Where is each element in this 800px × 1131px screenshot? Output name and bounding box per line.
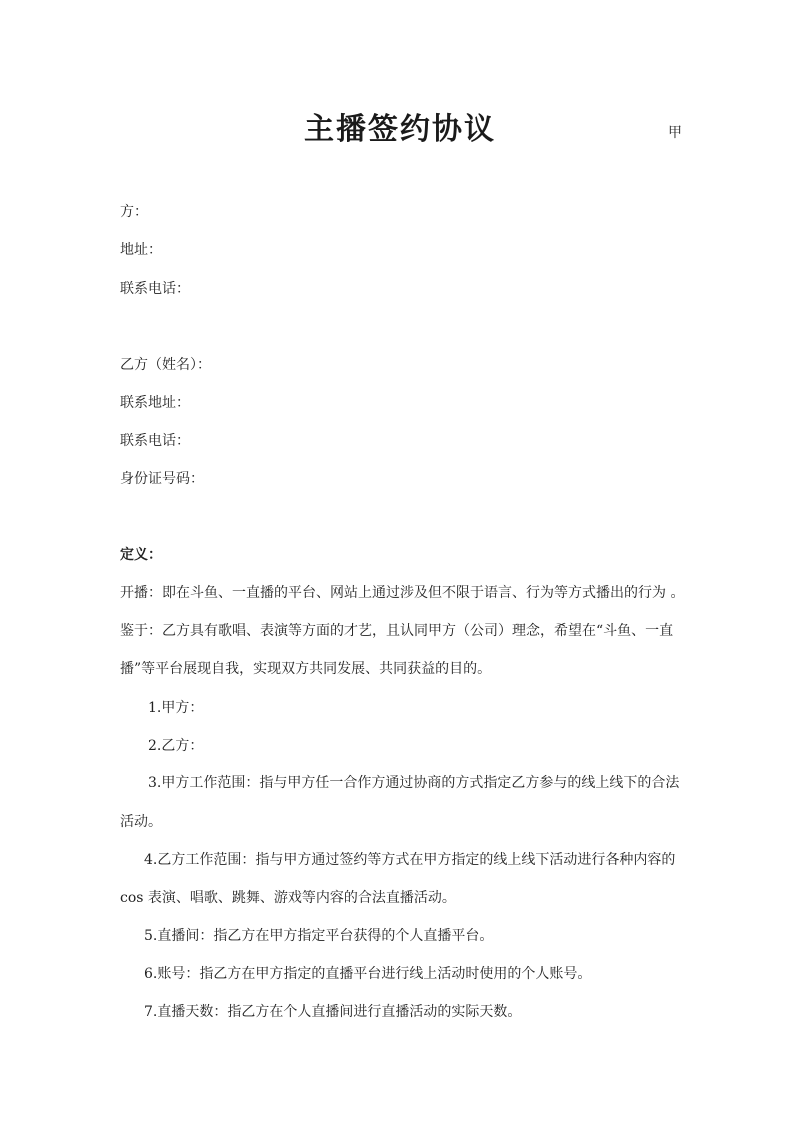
whereas-clause-line2: 播”等平台展现自我，实现双方共同发展、共同获益的目的。 [120, 661, 492, 677]
whereas-clause-line1: 鉴于：乙方具有歌唱、表演等方面的才艺，且认同甲方（公司）理念，希望在“斗鱼、一直 [120, 623, 674, 639]
definition-item-2: 2.乙方： [148, 738, 204, 754]
definition-item-4-line1: 4.乙方工作范围：指与甲方通过签约等方式在甲方指定的线上线下活动进行各种内容的 [144, 852, 676, 868]
party-a-phone-label: 联系电话： [120, 281, 190, 297]
party-b-id-label: 身份证号码： [120, 471, 204, 487]
definition-item-6: 6.账号：指乙方在甲方指定的直播平台进行线上活动时使用的个人账号。 [144, 966, 592, 982]
party-a-name-label: 方： [120, 204, 148, 220]
definition-item-7: 7.直播天数：指乙方在个人直播间进行直播活动的实际天数。 [144, 1004, 522, 1020]
definition-item-4-line2: cos 表演、唱歌、跳舞、游戏等内容的合法直播活动。 [120, 890, 456, 906]
definition-item-3-line2: 活动。 [120, 814, 162, 830]
definitions-heading: 定义： [120, 547, 162, 563]
party-a-address-label: 地址： [120, 242, 162, 258]
party-b-phone-label: 联系电话： [120, 433, 190, 449]
party-a-mark: 甲 [668, 125, 682, 141]
party-b-address-label: 联系地址： [120, 395, 190, 411]
definition-item-1: 1.甲方： [148, 700, 204, 716]
definition-item-3-line1: 3.甲方工作范围：指与甲方任一合作方通过协商的方式指定乙方参与的线上线下的合法 [148, 775, 680, 791]
definition-item-5: 5.直播间：指乙方在甲方指定平台获得的个人直播平台。 [144, 928, 494, 944]
party-b-name-label: 乙方（姓名）： [120, 357, 211, 373]
definition-broadcast: 开播：即在斗鱼、一直播的平台、网站上通过涉及但不限于语言、行为等方式播出的行为 。 [120, 585, 685, 601]
document-title: 主播签约协议 [304, 112, 496, 147]
